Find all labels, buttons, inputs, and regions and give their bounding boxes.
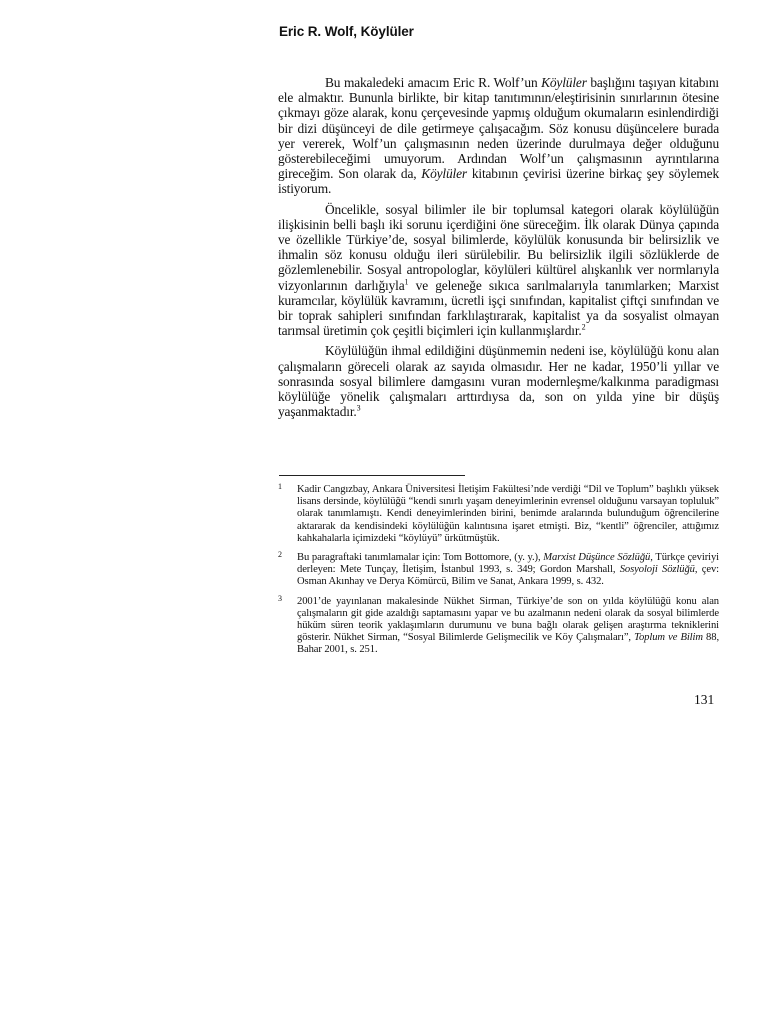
book-title-italic: Köylüler — [541, 75, 587, 90]
footnote-ref-2[interactable]: 2 — [581, 322, 586, 332]
paragraph-1-text: Bu makaledeki amacım Eric R. Wolf’un — [325, 75, 542, 90]
page-number: 131 — [694, 692, 715, 707]
cited-title-italic: Toplum ve Bilim — [634, 632, 703, 644]
footnote-2 — [278, 552, 719, 589]
footnote-number: 2 — [278, 550, 282, 560]
paragraph-1-text: başlığını taşıyan kitabını ele almaktır. Bununla birlikte, bir kitap tanıtımının/eleştirisinin sınırlarının ötesine çıkmayı göze alarak, konu çerçevesinde yapmış olduğum okumaların esinlendirdiği bir dizi düşünceyi de dile getirmeye çalışacağım. Söz konusu düşüncelere burada yer vererek, Wolf’un çalışmasının neden üzerinde durulmaya değer olduğunu gösterebileceğimi umuyorum. Ardından Wolf’un çalışmasının ayrıntılarına gireceğim. Son olarak da, — [278, 75, 719, 182]
paragraph-2-text: Öncelikle, sosyal bilimler ile bir toplumsal kategori olarak köylülüğün ilişkisinin belli başlı iki sorunu içerdiğini öne süreceğim. İlk olarak Dünya çapında ve özellikle Türkiye’de, sosyal bilimlerde, köylülük konusunda bir belirsizlik ve ihmalin söz konusu olduğu ileri sürülebilir. Bu belirsizlik ilgili sözlüklerde de gözlemlenebilir. Sosyal antropologlar, köylüleri kültürel alışkanlık ver normlarıyla vizyonlarının darlığıyla — [278, 201, 719, 293]
footnote-1 — [278, 484, 719, 545]
body-text — [278, 75, 719, 424]
paragraph-2 — [278, 202, 719, 339]
footnote-text: Bu paragraftaki tanımlamalar için: Tom Bottomore, (y. y.), — [297, 552, 544, 564]
footnote-divider — [279, 475, 465, 476]
book-title-italic: Köylüler — [421, 166, 467, 182]
footnote-3 — [278, 593, 719, 657]
paragraph-1 — [278, 75, 719, 197]
paragraph-2-text: ve geleneğe sıkıca sarılmalarıyla tanımlarken; Marxist kuramcılar, köylülük kavramını, ücretli işçi sınıfından, kapitalist çiftçi sınıfından ve bir toprak sahipleri sınıfından farklılaştırarak, kapitalist ya da sosyalist olmayan tarımsal üretimin çok çeşitli biçimleri için kullanmışlardır. — [278, 277, 719, 339]
footnote-text: 2001’de yayınlanan makalesinde Nükhet Sirman, Türkiye’de son on yılda köylülüğü konu alan çalışmaların git gide azaldığı saptamasını yapar ve bu azalmanın nedeni olarak da sosyal bilimlerde hüküm süren teorik yaklaşımların durumunu ve buna bağlı olarak gelişen araştırma tekniklerini gösterir. Nükhet Sirman, “Sosyal Bilimlerde Gelişmecilik ve Köy Çalışmaları”, — [297, 595, 719, 644]
footnote-ref-3[interactable]: 3 — [356, 403, 361, 413]
footnote-text: , çev: Osman Akınhay ve Derya Kömürcü, Bilim ve Sanat, Ankara 1999, s. 432. — [297, 564, 720, 588]
cited-title-italic: Marxist Düşünce Sözlüğü — [543, 552, 651, 564]
cited-title-italic: Sosyoloji Sözlüğü — [619, 564, 695, 576]
footnote-number: 3 — [278, 593, 282, 603]
footnote-text: Kadir Cangızbay, Ankara Üniversitesi İletişim Fakültesi’nde verdiği “Dil ve Toplum” başlıklı yüksek lisans dersinde, köylülüğü “kendi sınırlı yaşam deneyimlerinin evrensel olduğunu varsayan topluluk” olarak tanımlamıştı. Kendi deneyimlerinden birini, benimde aralarında bulunduğum öğrencilerine aktararak da kendisindeki köylülüğün kalıntısına işaret etmişti. Biz, “kentli” öğrenciler, attığımız kahkahalarla içimizdeki “köylüyü” ürkütmüştük. — [297, 484, 719, 544]
running-header: Eric R. Wolf, Köylüler — [279, 24, 414, 39]
footnote-ref-1[interactable]: 1 — [404, 277, 409, 287]
footnote-number: 1 — [278, 482, 282, 491]
footnotes — [278, 484, 719, 664]
footnote-text: , Türkçe çeviriyi derleyen: Mete Tunçay, İletişim, İstanbul 1993, s. 349; Gordon Marshall, — [297, 552, 720, 576]
footnote-text: 88, Bahar 2001, s. 251. — [297, 632, 719, 656]
paragraph-1-text: kitabının çevirisi üzerine birkaç şey söylemek istiyorum. — [278, 166, 719, 197]
paragraph-3 — [278, 343, 719, 419]
paragraph-3-text: Köylülüğün ihmal edildiğini düşünmemin nedeni ise, köylülüğü konu alan çalışmaların göreceli olarak az sayıda olmasıdır. Her ne kadar, 1950’li yıllar ve sonrasında sosyal bilimlere damgasını vuran modernleşme/kalkınma paradigması köylülüğe yönelik çalışmaları arttırdıysa da, son on yılda yine bir düşüş yaşanmaktadır. — [278, 343, 719, 420]
